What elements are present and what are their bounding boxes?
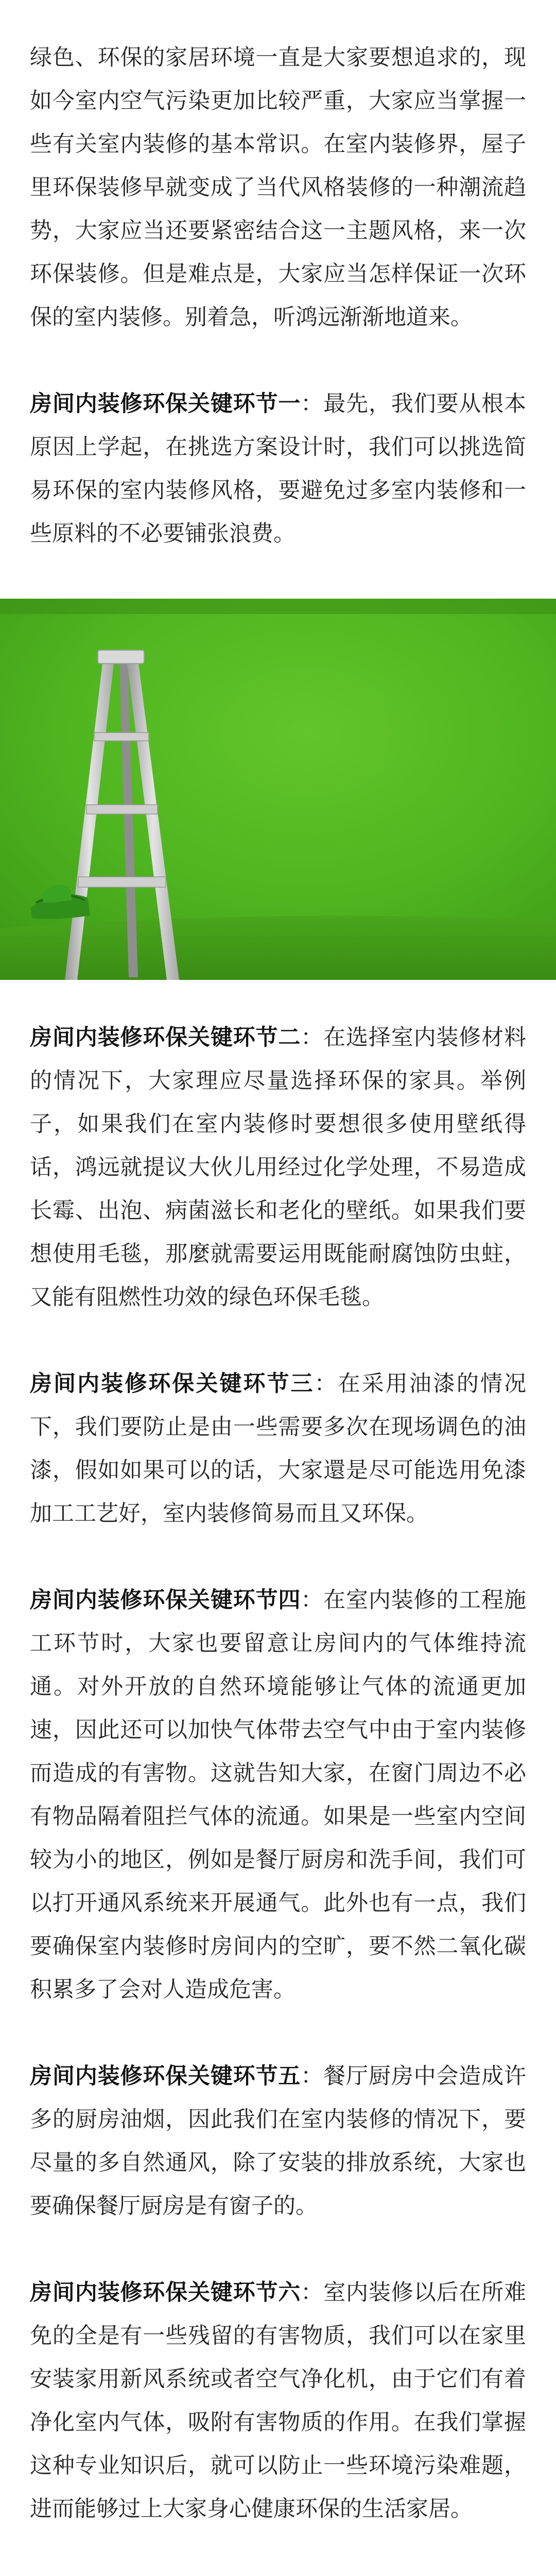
section-1-body: ：最先，我们要从根本原因上学起，在挑选方案设计时，我们可以挑选简易环保的室内装修风格，要避免过多室内装修和一些原料的不必要铺张浪费。 — [30, 391, 527, 547]
ladder-step-2 — [86, 805, 158, 814]
section-2-body: ：在选择室内装修材料的情况下，大家理应尽量选择环保的家具。举例子，如果我们在室内装修时要想很多使用壁纸得话，鸿远就提议大伙儿用经过化学处理，不易造成长霉、出泡、病菌滋长和老化的壁纸。如果我们要想使用毛毯，那麼就需要运用既能耐腐蚀防虫蛀，又能有阻燃性功效的绿色环保毛毯。 — [30, 1025, 527, 1310]
section-4-heading: 房间内装修环保关键环节四 — [30, 1587, 301, 1613]
section-1-paragraph — [30, 382, 526, 555]
ladder-step-3 — [78, 877, 166, 887]
section-5-body: ：餐厅厨房中会造成许多的厨房油烟，因此我们在室内装修的情况下，要尽量的多自然通风，除了安装的排放系统，大家也要确保餐厅厨房是有窗子的。 — [30, 2063, 527, 2219]
wall-top-shadow — [0, 599, 556, 614]
section-4-body: ：在室内装修的工程施工环节时，大家也要留意让房间内的气体维持流通。对外开放的自然环境能够让气体的流通更加速，因此还可以加快气体带去空气中由于室内装修而造成的有害物。这就告知大家，在窗门周边不必有物品隔着阻拦气体的流通。如果是一些室内空间较为小的地区，例如是餐厅厨房和洗手间，我们可以打开通风系统来开展通气。此外也有一点，我们要确保室内装修时房间内的空旷，要不然二氧化碳积累多了会对人造成危害。 — [30, 1587, 527, 2003]
section-6-body: ：室内装修以后在所难免的全是有一些残留的有害物质，我们可以在家里安装家用新风系统或者空气净化机，由于它们有着净化室内气体，吸附有害物质的作用。在我们掌握这种专业知识后，就可以防止一些环境污染难题，进而能够过上大家身心健康环保的生活家居。 — [30, 2280, 527, 2522]
section-6-heading: 房间内装修环保关键环节六 — [30, 2280, 301, 2306]
intro-paragraph: 绿色、环保的家居环境一直是大家要想追求的，现如今室内空气污染更加比较严重，大家应当掌握一些有关室内装修的基本常识。在室内装修界，屋子里环保装修早就变成了当代风格装修的一种潮流趋势，大家应当还要紧密结合这一主题风格，来一次环保装修。但是难点是，大家应当怎样保证一次环保的室内装修。别着急，听鸿远渐渐地道来。 — [30, 45, 526, 330]
green-wall-ladder-photo — [0, 599, 556, 980]
section-3-heading: 房间内装修环保关键环节三 — [30, 1371, 315, 1397]
section-1-heading: 房间内装修环保关键环节一 — [30, 391, 301, 417]
section-3-paragraph — [30, 1362, 526, 1535]
section-2-heading: 房间内装修环保关键环节二 — [30, 1025, 301, 1050]
section-6-paragraph — [30, 2271, 526, 2531]
section-3-body: ：在采用油漆的情况下，我们要防止是由一些需要多次在现场调色的油漆，假如如果可以的话，大家還是尽可能选用免漆加工工艺好，室内装修简易而且又环保。 — [30, 1371, 527, 1527]
section-2-paragraph — [30, 1016, 526, 1319]
ladder-top-cap — [98, 650, 144, 664]
photo-illustration — [0, 599, 556, 980]
section-4-paragraph — [30, 1579, 526, 2011]
section-5-paragraph — [30, 2055, 526, 2228]
section-5-heading: 房间内装修环保关键环节五 — [30, 2063, 301, 2089]
ladder-step-1 — [94, 733, 149, 741]
